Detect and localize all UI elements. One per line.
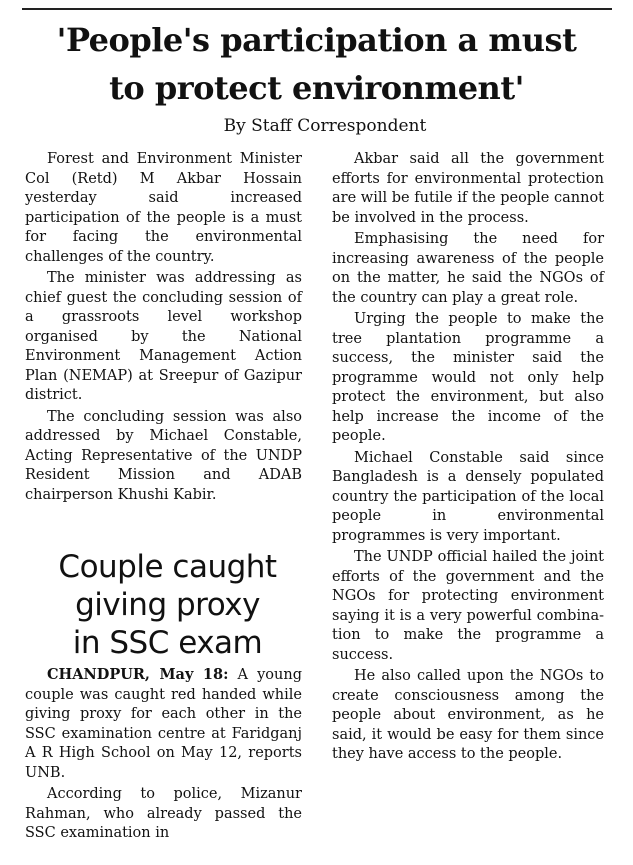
second-article-headline — [35, 548, 300, 662]
paragraph: The minister was addressing as chief guest the concluding session of a grassroots level workshop organised by the National Environment Management Action Plan (NEMAP) at Sreepur of Gazipur district. — [25, 270, 302, 403]
paragraph: Akbar said all the government efforts for environmental protection are will be futile if the people cannot be involved in the process. — [332, 151, 604, 226]
article-headline — [14, 16, 619, 112]
sub-headline-line-3: in SSC exam — [72, 625, 263, 661]
dateline: CHANDPUR, May 18: — [47, 666, 229, 683]
paragraph: The UNDP official hailed the joint efforts of the government and the NGOs for protecting environment saying it is a very powerful combination to make the programme a success. — [332, 549, 604, 663]
paragraph: The concluding session was also addressed by Michael Constable, Acting Representative of the UNDP Resident Mission and ADAB chairperson Khushi Kabir. — [25, 408, 302, 503]
article-right-column — [332, 150, 604, 767]
paragraph: Urging the people to make the tree plantation programme a success, the minister said the programme would not only help protect the environment, but also help increase the income of the people. — [332, 311, 604, 444]
article-left-column — [25, 150, 302, 507]
paragraph: According to police, Mizanur Rahman, who already passed the SSC examination in — [25, 786, 302, 841]
sub-headline-line-2: giving proxy — [75, 587, 260, 623]
byline: By Staff Correspondent — [223, 116, 427, 136]
second-article-column — [25, 665, 302, 846]
paragraph: He also called upon the NGOs to create consciousness among the people about environment, as he said, it would be easy for them since they have access to the people. — [332, 668, 604, 762]
paragraph-text: A young couple was caught red handed while giving proxy for each other in the SSC examination centre at Faridganj A R High School on May 12, reports UNB. — [25, 667, 302, 781]
paragraph — [25, 665, 302, 783]
paragraph: Emphasising the need for increasing awareness of the people on the matter, he said the NGOs of the country can play a great role. — [332, 231, 604, 306]
headline-line-1: 'People's participation a must — [56, 21, 577, 59]
sub-headline-line-1: Couple caught — [58, 549, 277, 585]
headline-line-2: to protect environment' — [109, 69, 524, 107]
paragraph: Michael Constable said since Bangladesh is a densely populated country the participation of the local people in environmental programmes is very important. — [332, 449, 604, 544]
paragraph: Forest and Environment Minister Col (Retd) M Akbar Hossain yesterday said increased participation of the people is a must for facing the environmental challenges of the country. — [25, 151, 302, 265]
top-rule — [22, 8, 612, 10]
